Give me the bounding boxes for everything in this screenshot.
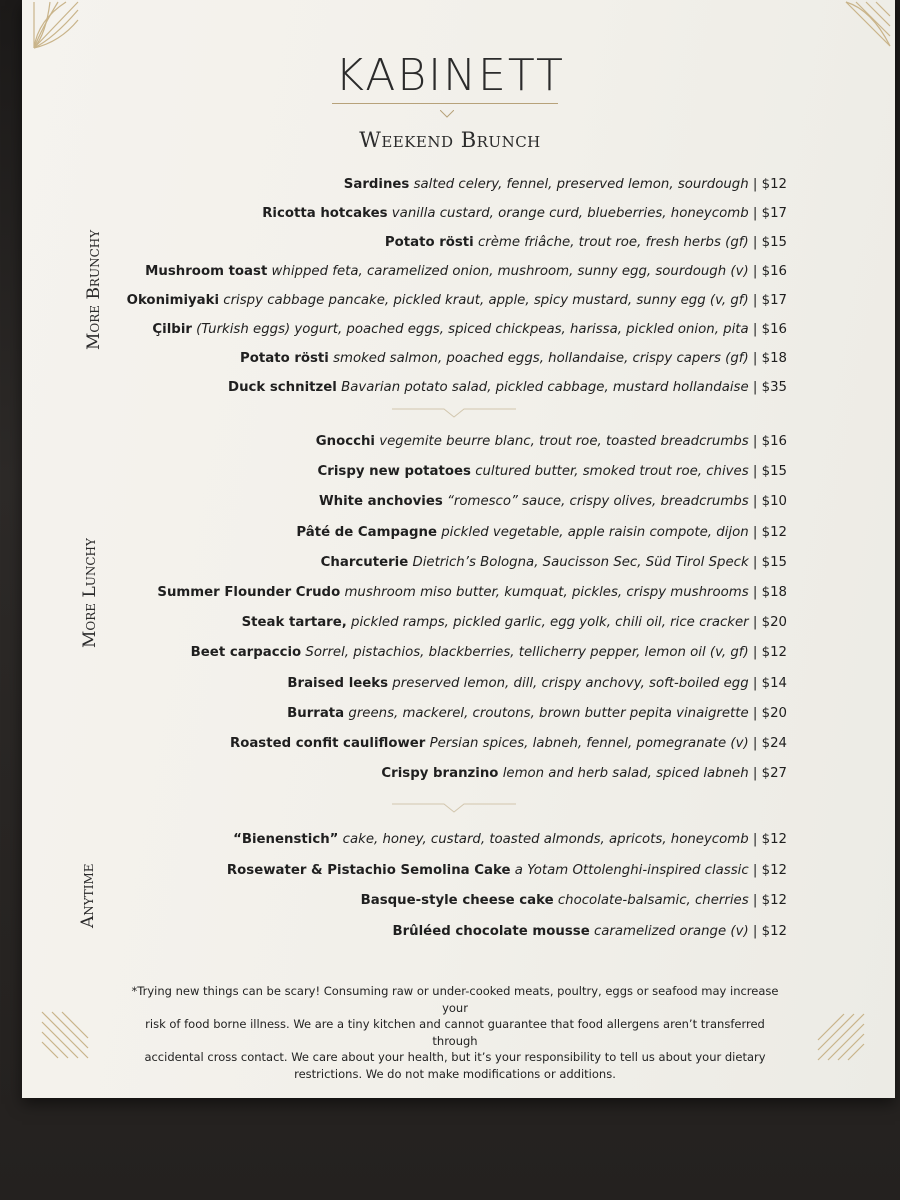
menu-item: Beet carpaccio Sorrel, pistachios, blackberries, tellicherry pepper, lemon oil (v, gf) | $12 bbox=[190, 645, 787, 661]
menu-item: Roasted confit cauliflower Persian spices, labneh, fennel, pomegranate (v) | $24 bbox=[229, 735, 787, 751]
menu-item: Duck schnitzel Bavarian potato salad, pickled cabbage, mustard hollandaise | $35 bbox=[228, 380, 787, 395]
menu-item: Crispy branzino lemon and herb salad, spiced labneh | $27 bbox=[381, 766, 787, 782]
menu-item: Potato rösti crème friâche, trout roe, fresh herbs (gf) | $15 bbox=[384, 235, 787, 250]
art-deco-corner-icon bbox=[816, 1012, 866, 1062]
section-more-brunchy bbox=[127, 176, 787, 397]
menu-item: Pâté de Campagne pickled vegetable, apple raisin compote, dijon | $12 bbox=[296, 524, 787, 540]
art-deco-corner-icon bbox=[40, 1010, 90, 1060]
menu-item: Basque-style cheese cake chocolate-balsamic, cherries | $12 bbox=[360, 893, 787, 909]
menu-item: Mushroom toast whipped feta, caramelized onion, mushroom, sunny egg, sourdough (v) | $16 bbox=[145, 264, 787, 279]
section-divider bbox=[392, 803, 516, 813]
section-label-anytime: Anytime bbox=[78, 863, 98, 928]
allergy-disclaimer bbox=[125, 983, 785, 1082]
menu-item: White anchovies “romesco” sauce, crispy olives, breadcrumbs | $10 bbox=[318, 494, 787, 510]
menu-item: Rosewater & Pistachio Semolina Cake a Yotam Ottolenghi-inspired classic | $12 bbox=[226, 862, 787, 878]
menu-item: Summer Flounder Crudo mushroom miso butter, kumquat, pickles, crispy mushrooms | $18 bbox=[157, 584, 787, 600]
menu-item: Gnocchi vegemite beurre blanc, trout roe, toasted breadcrumbs | $16 bbox=[315, 434, 787, 449]
section-label-more-brunchy: More Brunchy bbox=[84, 229, 104, 350]
section-more-lunchy bbox=[157, 433, 787, 783]
disclaimer-line: restrictions. We do not make modifications or additions. bbox=[294, 1066, 616, 1081]
menu-item: Çilbir (Turkish eggs) yogurt, poached eggs, spiced chickpeas, harissa, pickled onion, pita | $16 bbox=[152, 322, 787, 337]
menu-item: Burrata greens, mackerel, croutons, brown butter pepita vinaigrette | $20 bbox=[287, 705, 787, 721]
restaurant-logo: KABINETT bbox=[335, 50, 565, 101]
menu-item: “Bienenstich” cake, honey, custard, toasted almonds, apricots, honeycomb | $12 bbox=[233, 832, 787, 847]
menu-item: Potato rösti smoked salmon, poached eggs, hollandaise, crispy capers (gf) | $18 bbox=[240, 351, 787, 366]
disclaimer-line: *Trying new things can be scary! Consuming raw or under-cooked meats, poultry, eggs or seafood may increase your bbox=[131, 984, 779, 1015]
art-deco-corner-icon bbox=[842, 0, 892, 50]
menu-item: Steak tartare, pickled ramps, pickled garlic, egg yolk, chili oil, rice cracker | $20 bbox=[241, 615, 787, 631]
menu-item: Okonimiyaki crispy cabbage pancake, pickled kraut, apple, spicy mustard, sunny egg (v, gf) | $17 bbox=[126, 293, 787, 308]
disclaimer-line: risk of food borne illness. We are a tiny kitchen and cannot guarantee that food allergens aren’t transferred through bbox=[145, 1017, 765, 1048]
chevron-down-icon bbox=[440, 103, 454, 111]
menu-item: Ricotta hotcakes vanilla custard, orange curd, blueberries, honeycomb | $17 bbox=[262, 206, 787, 221]
menu-item: Crispy new potatoes cultured butter, smoked trout roe, chives | $15 bbox=[317, 464, 787, 480]
menu-item: Sardines salted celery, fennel, preserved lemon, sourdough | $12 bbox=[343, 177, 787, 192]
art-deco-corner-icon bbox=[32, 0, 82, 50]
disclaimer-line: accidental cross contact. We care about your health, but it’s your responsibility to tell us about your dietary bbox=[144, 1050, 766, 1064]
section-anytime bbox=[227, 831, 787, 941]
menu-item: Braised leeks preserved lemon, dill, crispy anchovy, soft-boiled egg | $14 bbox=[287, 675, 787, 691]
section-divider bbox=[392, 408, 516, 418]
menu-item: Brûléed chocolate mousse caramelized orange (v) | $12 bbox=[392, 924, 787, 940]
menu-subtitle: Weekend Brunch bbox=[359, 128, 541, 152]
menu-item: Charcuterie Dietrich’s Bologna, Saucisson Sec, Süd Tirol Speck | $15 bbox=[320, 554, 787, 570]
section-label-more-lunchy: More Lunchy bbox=[80, 538, 100, 648]
